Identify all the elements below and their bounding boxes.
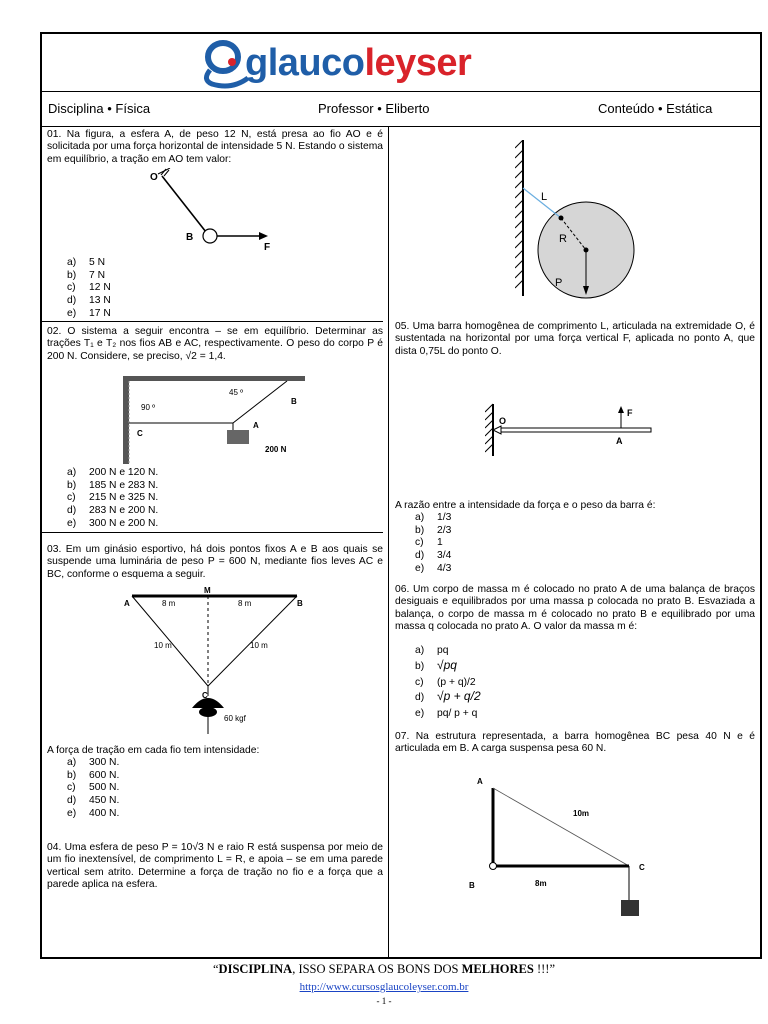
q1-text: 01. Na figura, a esfera A, de peso 12 N, está presa ao fio AO e é solicitada por uma força horizontal de intensidade 5 N. Estando o sistema em equilíbrio, a tração em AO tem valor: [47, 129, 383, 165]
q1-option-b-text: 7 N [89, 269, 106, 281]
q3-option-d-letter: d) [67, 795, 77, 807]
q5-label-O: O [499, 416, 507, 426]
q3-label-10m-left: 10 m [154, 641, 172, 650]
q5-label-F: F [627, 408, 633, 418]
q6-option-c-text: (p + q)/2 [437, 677, 476, 688]
q2-label-weight: 200 N [265, 445, 287, 454]
q3-label-10m-right: 10 m [250, 641, 268, 650]
q1-option-d-text: 13 N [89, 295, 111, 307]
logo-wordmark [245, 42, 471, 85]
q2-label-45: 45 º [229, 388, 244, 397]
q6-option-a-text: pq [437, 645, 449, 656]
q5-option-e-letter: e) [415, 562, 425, 574]
footer-motto [0, 962, 768, 977]
q3-label-A: A [124, 599, 130, 608]
q3-option-c-text: 500 N. [89, 782, 120, 794]
q2-label-90: 90 º [141, 403, 156, 412]
q2-option-e-letter: e) [67, 517, 77, 529]
q3-option-e-letter: e) [67, 807, 77, 819]
q1-option-a[interactable] [67, 257, 111, 270]
q6-option-e-text: pq/ p + q [437, 708, 478, 719]
q2-option-a-text: 200 N e 120 N. [89, 467, 159, 478]
q3-label-M: M [204, 586, 211, 595]
q2-option-a-letter: a) [67, 467, 77, 478]
q4-label-P: P [555, 277, 563, 289]
q3-label-8m-left: 8 m [162, 599, 176, 608]
q6-option-d[interactable] [415, 690, 481, 708]
q1-option-e[interactable] [67, 308, 111, 321]
q3-option-e[interactable] [67, 808, 119, 821]
q7-label-8m: 8m [535, 879, 547, 888]
q7-label-B: B [469, 881, 475, 890]
q6-option-a-letter: a) [415, 645, 425, 656]
divider-q2 [42, 532, 383, 533]
q3-option-b-text: 600 N. [89, 769, 120, 781]
q6-option-d-letter: d) [415, 692, 425, 703]
q1-option-a-text: 5 N [89, 257, 106, 268]
q1-label-O: O [150, 172, 158, 183]
q3-text: 03. Em um ginásio esportivo, há dois pontos fixos A e B aos quais se suspende uma luminária de peso P = 600 N, mediante fios leves AC e BC, conforme o esquema a seguir. [47, 544, 383, 580]
footer [0, 962, 768, 1006]
q6-text: 06. Um corpo de massa m é colocado no prato A de uma balança de braços desiguais e equilibrados por uma massa p colocada no prato B. Esvaziada a balança, o corpo de massa m é colocado no prato B e equilibrado por uma massa q colocada no prato A. O valor da massa m é: [395, 584, 755, 633]
q3-option-b-letter: b) [67, 769, 77, 781]
q4-label-R: R [559, 233, 567, 245]
q3-option-a-letter: a) [67, 757, 77, 768]
q2-text: 02. O sistema a seguir encontra – se em equilíbrio. Determinar as trações T₁ e T₂ nos fios AB e AC, respectivamente. O peso do corpo P é 200 N. Considere, se preciso, √2 = 1,4. [47, 326, 383, 362]
q1-option-e-text: 17 N [89, 307, 111, 319]
q6-option-e[interactable] [415, 708, 481, 721]
q6-option-b-text: √pq [437, 658, 457, 672]
motto-disciplina: DISCIPLINA [218, 962, 293, 976]
q7-figure [455, 774, 665, 924]
page-number: - 1 - [376, 996, 392, 1006]
q2-option-b-text: 185 N e 283 N. [89, 479, 159, 491]
q2-label-B: B [291, 397, 297, 406]
right-column [395, 126, 755, 957]
q6-option-b-letter: b) [415, 661, 425, 672]
motto-end: !!!” [533, 962, 556, 976]
q1-figure [142, 168, 292, 268]
q5-figure [485, 394, 665, 464]
q3-option-c-letter: c) [67, 782, 76, 794]
q2-option-c-letter: c) [67, 492, 76, 504]
q1-option-c-text: 12 N [89, 282, 111, 294]
q2-label-C: C [137, 429, 143, 438]
header-professor: Professor • Eliberto [318, 101, 430, 116]
q4-label-L: L [541, 191, 548, 203]
logo-part1: glauco [245, 42, 365, 84]
q5-text: 05. Uma barra homogênea de comprimento L, articulada na extremidade O, é sustentada na horizontal por uma força vertical F, aplicada no ponto A, que dista 0,75L do ponto O. [395, 321, 755, 357]
column-divider [388, 126, 389, 957]
q1-label-F: F [264, 242, 271, 253]
q4-figure [515, 140, 645, 300]
q6-options [415, 645, 481, 721]
header-disciplina: Disciplina • Física [48, 101, 151, 116]
q6-option-d-text: √p + q/2 [437, 689, 481, 703]
q1-option-b[interactable] [67, 270, 111, 283]
q1-option-c-letter: c) [67, 282, 76, 294]
q2-option-e-text: 300 N e 200 N. [89, 517, 159, 529]
divider-q1 [42, 321, 383, 322]
q3-option-a[interactable] [67, 757, 119, 770]
logo-part2: leyser [364, 42, 472, 84]
q5-label-A: A [616, 436, 623, 446]
q2-option-d-letter: d) [67, 505, 77, 517]
q5-option-c-letter: c) [415, 537, 424, 549]
q1-option-d[interactable] [67, 295, 111, 308]
q3-option-a-text: 300 N. [89, 757, 120, 768]
q3-question: A força de tração em cada fio tem intensidade: [47, 745, 260, 756]
q3-label-B: B [297, 599, 303, 608]
q6-option-e-letter: e) [415, 708, 425, 719]
q3-option-d-text: 450 N. [89, 795, 120, 807]
q2-option-c-text: 215 N e 325 N. [89, 492, 159, 504]
q6-option-a[interactable] [415, 645, 481, 659]
q5-option-a[interactable] [415, 512, 451, 525]
q3-weight-label: 60 kgf [224, 714, 246, 723]
q5-options [415, 512, 451, 575]
q6-option-b[interactable] [415, 659, 481, 677]
q7-label-A: A [477, 777, 483, 786]
q3-options [67, 757, 119, 820]
q7-text: 07. Na estrutura representada, a barra homogênea BC pesa 40 N e é articulada em B. A carga suspensa pesa 60 N. [395, 731, 755, 755]
q3-label-C: C [202, 691, 208, 700]
q5-option-e[interactable] [415, 563, 451, 576]
q2-option-d[interactable] [67, 505, 158, 518]
q5-option-b-letter: b) [415, 524, 425, 536]
q2-option-e[interactable] [67, 518, 158, 531]
q2-option-b[interactable] [67, 480, 158, 493]
q2-options [67, 467, 158, 530]
motto-melhores: MELHORES [461, 962, 534, 976]
footer-url-link[interactable]: http://www.cursosglaucoleyser.com.br [299, 981, 469, 993]
q2-label-A: A [253, 421, 259, 430]
q1-option-a-letter: a) [67, 257, 77, 268]
header-conteudo: Conteúdo • Estática [598, 101, 713, 116]
q5-option-c[interactable] [415, 537, 451, 550]
logo [42, 34, 760, 91]
q3-label-8m-right: 8 m [238, 599, 252, 608]
q2-option-b-letter: b) [67, 479, 77, 491]
q5-option-b-text: 2/3 [437, 524, 452, 536]
header-bar [42, 91, 760, 127]
q5-option-c-text: 1 [437, 537, 443, 549]
q2-option-c[interactable] [67, 492, 158, 505]
q3-option-d[interactable] [67, 795, 119, 808]
q5-option-d-text: 3/4 [437, 550, 452, 562]
q1-option-e-letter: e) [67, 307, 77, 319]
q5-option-e-text: 4/3 [437, 562, 452, 574]
q1-option-c[interactable] [67, 282, 111, 295]
q3-option-e-text: 400 N. [89, 807, 120, 819]
q2-figure [117, 368, 317, 468]
left-column [47, 126, 383, 957]
page-frame [40, 32, 762, 959]
q1-option-d-letter: d) [67, 295, 77, 307]
q2-option-d-text: 283 N e 200 N. [89, 505, 159, 517]
q2-option-a[interactable] [67, 467, 158, 480]
q1-options [67, 257, 111, 320]
q6-option-c-letter: c) [415, 677, 424, 688]
q3-figure [122, 584, 312, 734]
motto-middle: , ISSO SEPARA OS BONS DOS [292, 962, 462, 976]
q4-text: 04. Uma esfera de peso P = 10√3 N e raio R está suspensa por meio de um fio inextensível, de comprimento L = R, e apoia – se em uma parede vertical sem atrito. Determine a força de tração no fio e a força que a parede aplica na esfera. [47, 842, 383, 891]
q5-option-a-letter: a) [415, 512, 425, 523]
q5-option-b[interactable] [415, 525, 451, 538]
q5-question: A razão entre a intensidade da força e o peso da barra é: [395, 500, 656, 511]
q3-option-c[interactable] [67, 782, 119, 795]
q3-option-b[interactable] [67, 770, 119, 783]
q1-option-b-letter: b) [67, 269, 77, 281]
q7-label-10m: 10m [573, 809, 590, 818]
q5-option-a-text: 1/3 [437, 512, 452, 523]
q5-option-d-letter: d) [415, 550, 425, 562]
q1-label-B: B [186, 232, 194, 243]
motto-open-quote: “ [212, 962, 219, 976]
q5-option-d[interactable] [415, 550, 451, 563]
q7-label-C: C [639, 863, 645, 872]
